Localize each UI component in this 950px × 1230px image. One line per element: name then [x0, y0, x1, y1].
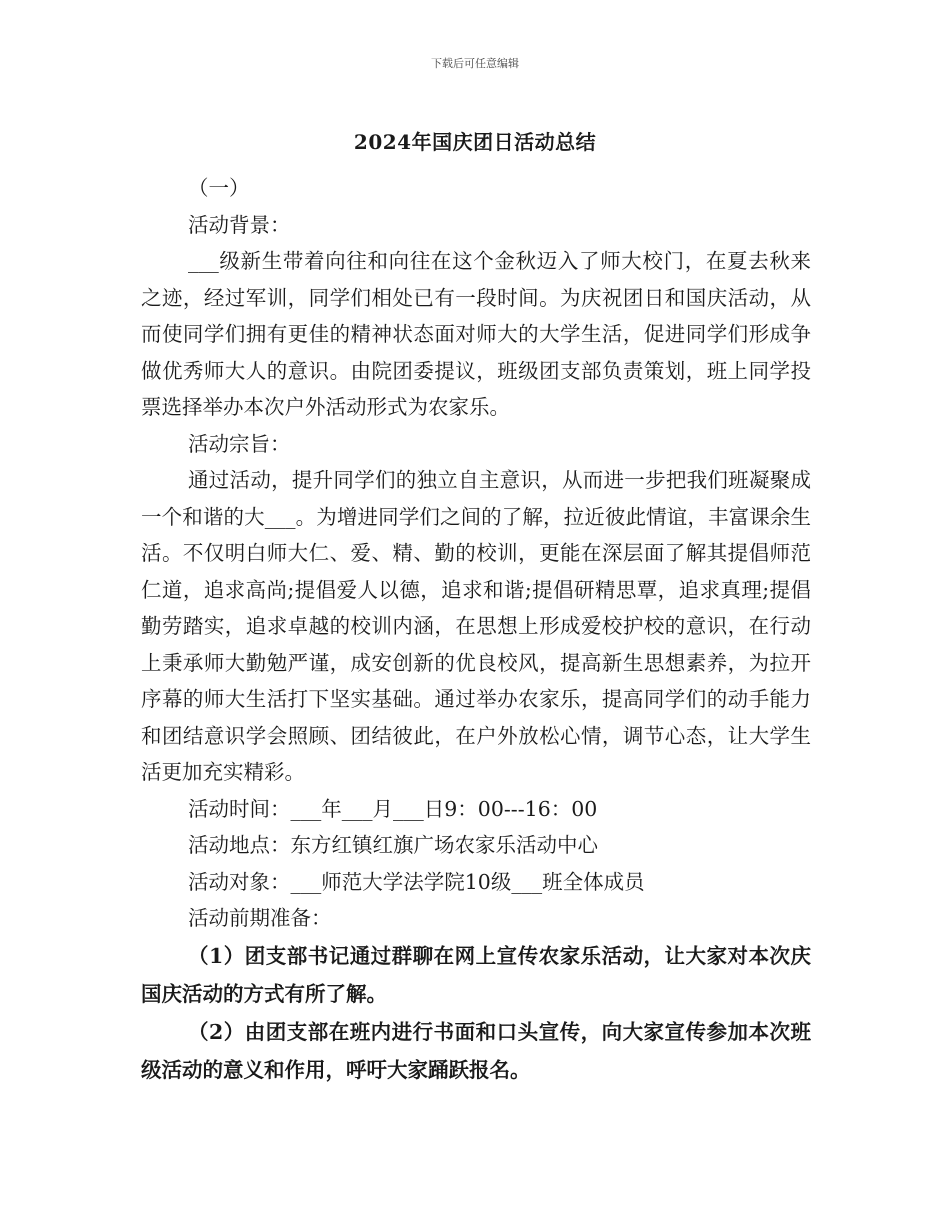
activity-target: 活动对象：___师范大学法学院10级___班全体成员	[188, 869, 645, 894]
preparation-item: （1）团支部书记通过群聊在网上宣传农家乐活动，让大家对本次庆国庆活动的方式有所了解。	[141, 943, 811, 1006]
purpose-heading: 活动宗旨：	[188, 431, 291, 456]
preparation-item: （2）由团支部在班内进行书面和口头宣传，向大家宣传参加本次班级活动的意义和作用，呼吁大家踊跃报名。	[141, 1019, 811, 1082]
document-body	[141, 170, 811, 1089]
header-note: 下载后可任意编辑	[431, 57, 519, 70]
section-number: （一）	[188, 176, 250, 200]
purpose-paragraph: 通过活动，提升同学们的独立自主意识，从而进一步把我们班凝聚成一个和谐的大___。为增进同学们之间的了解，拉近彼此情谊，丰富课余生活。不仅明白师大仁、爱、精、勤的校训，更能在深层面了解其提倡师范仁道，追求高尚;提倡爱人以德，追求和谐;提倡研精思覃，追求真理;提倡勤劳踏实，追求卓越的校训内涵，在思想上形成爱校护校的意识，在行动上秉承师大勤勉严谨，成安创新的优良校风，提高新生思想素养，为拉开序幕的师大生活打下坚实基础。通过举办农家乐，提高同学们的动手能力和团结意识学会照顾、团结彼此，在户外放松心情，调节心态，让大学生活更加充实精彩。	[141, 468, 811, 784]
document-title: 2024年国庆团日活动总结	[353, 130, 597, 154]
background-paragraph: ___级新生带着向往和向往在这个金秋迈入了师大校门，在夏去秋来之迹，经过军训，同学们相处已有一段时间。为庆祝团日和国庆活动，从而使同学们拥有更佳的精神状态面对师大的大学生活，促进同学们形成争做优秀师大人的意识。由院团委提议，班级团支部负责策划，班上同学投票选择举办本次户外活动形式为农家乐。	[141, 249, 811, 419]
activity-time: 活动时间：___年___月___日9：00---16：00	[188, 796, 598, 821]
preparation-heading: 活动前期准备：	[188, 906, 332, 930]
activity-place: 活动地点：东方红镇红旗广场农家乐活动中心	[188, 833, 598, 857]
background-heading: 活动背景：	[188, 212, 291, 237]
